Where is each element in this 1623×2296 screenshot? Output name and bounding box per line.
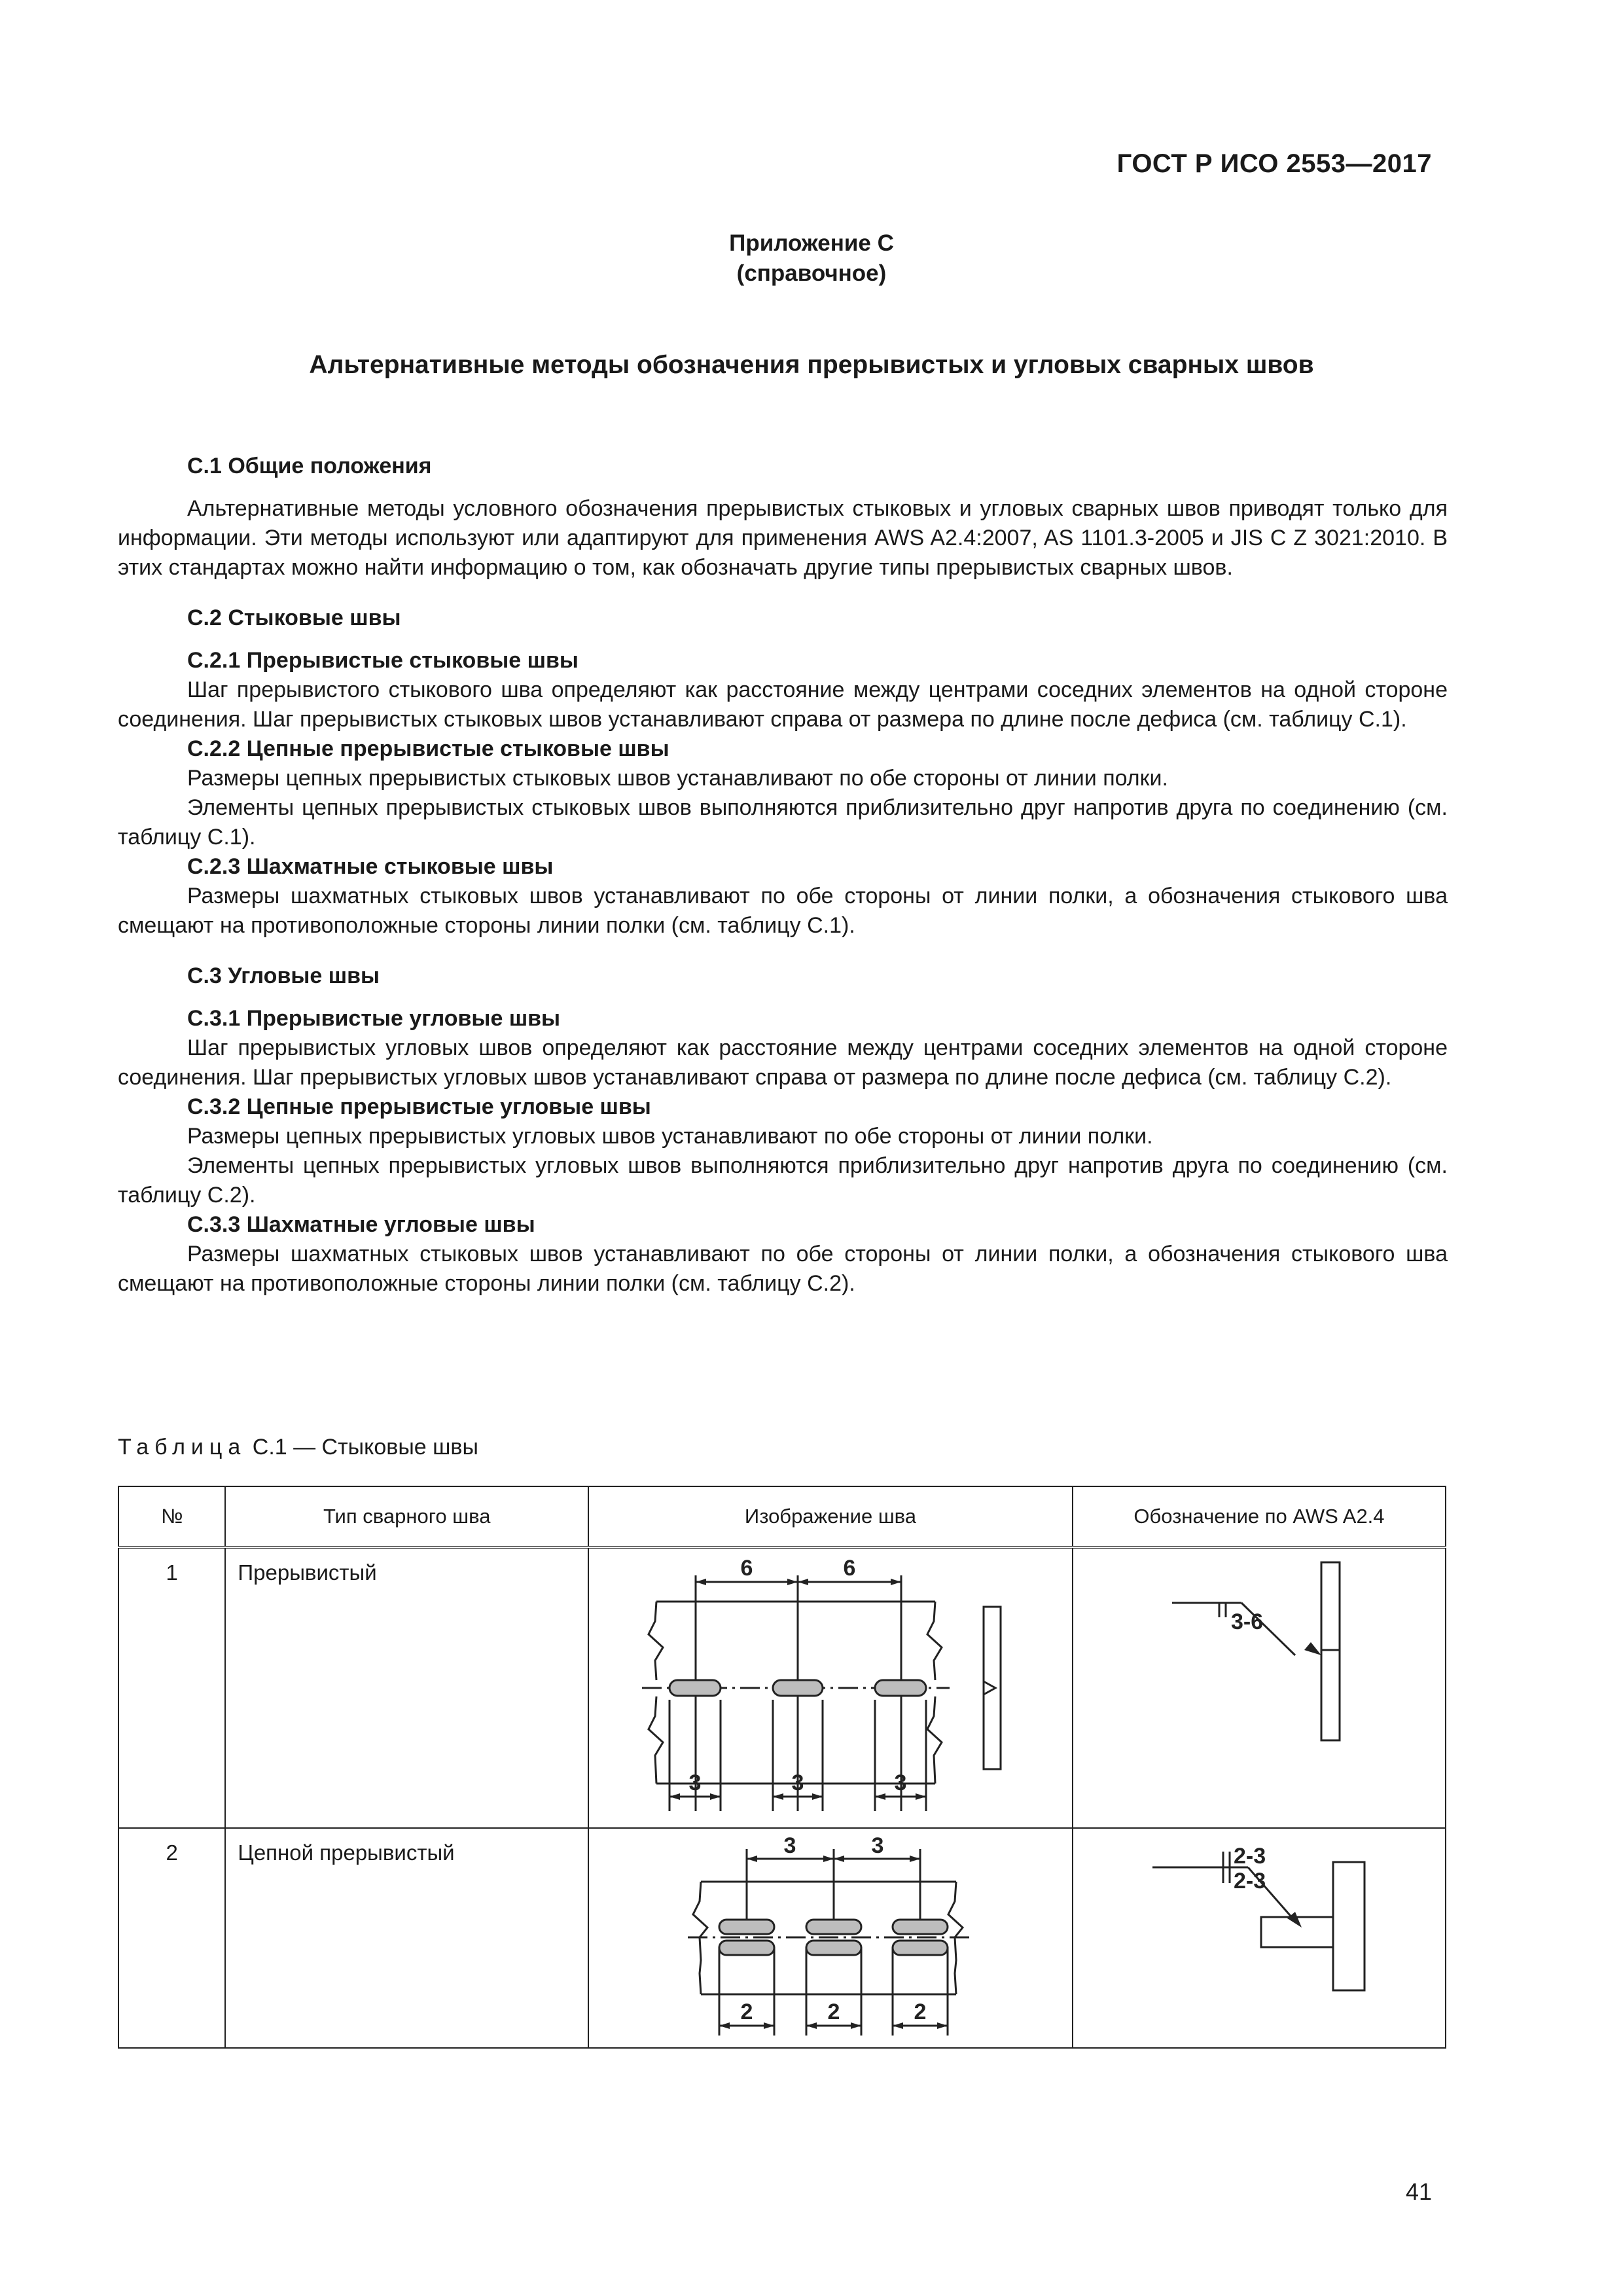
dim-bottom-1: 2 [740,2000,753,2024]
row-weld-type: Цепной прерывистый [225,1828,588,2048]
intermittent-butt-weld-drawing [590,1549,1071,1821]
section-c21-heading: С.2.1 Прерывистые стыковые швы [187,648,579,673]
header-aws-symbol: Обозначение по AWS A2.4 [1073,1486,1446,1547]
table-caption [118,1435,478,1460]
section-c22-paragraph-2: Элементы цепных прерывистых стыковых швов выполняются приблизительно друг напротив друга по соединению (см. таблицу С.1). [118,795,1448,850]
section-c31-paragraph: Шаг прерывистых угловых швов определяют как расстояние между центрами соседних элементов на одной стороне соединения. Шаг прерывистых угловых швов устанавливают справа от размера по длине после дефиса (см. таблицу С.2). [118,1035,1448,1090]
dim-bottom-3: 3 [894,1770,907,1795]
table-row [118,1547,1446,1828]
aws-chain-symbol [1074,1829,1444,2041]
dim-top-2: 6 [843,1556,856,1581]
body-text [118,452,1448,1299]
dim-top-2: 3 [871,1833,884,1858]
header-weld-image: Изображение шва [588,1486,1073,1547]
table-caption-label: Таблица [118,1435,247,1460]
dim-top-1: 6 [740,1556,753,1581]
dim-bottom-3: 2 [914,2000,927,2024]
appendix-type: (справочное) [736,260,887,286]
butt-welds-table [118,1486,1446,2049]
header-weld-type: Тип сварного шва [225,1486,588,1547]
section-c22-paragraph-1: Размеры цепных прерывистых стыковых швов устанавливают по обе стороны от линии полки. [187,766,1168,791]
section-c2-heading: С.2 Стыковые швы [187,605,401,630]
row-weld-type: Прерывистый [225,1547,588,1828]
symbol-label-top: 2-3 [1233,1844,1266,1869]
document-code: ГОСТ Р ИСО 2553—2017 [1116,149,1432,178]
row-weld-image [588,1547,1073,1828]
row-number: 1 [118,1547,225,1828]
section-c1-paragraph: Альтернативные методы условного обозначения прерывистых стыковых и угловых сварных швов приводят только для информации. Эти методы используют или адаптируют для применения AWS A2.4:2007, AS 1101.3-2005 и JIS C Z 3021:2010. В этих стандартах можно найти информацию о том, как обозначать другие типы прерывистых сварных швов. [118,496,1448,580]
section-c33-heading: С.3.3 Шахматные угловые швы [187,1212,535,1237]
row-weld-image [588,1828,1073,2048]
row-aws-symbol [1073,1547,1446,1828]
main-title: Альтернативные методы обозначения прерывистых и угловых сварных швов [309,351,1314,379]
row-number: 2 [118,1828,225,2048]
dim-bottom-2: 3 [791,1770,804,1795]
symbol-label-bottom: 2-3 [1233,1869,1266,1893]
table-caption-text: С.1 — Стыковые швы [246,1435,478,1460]
section-c31-heading: С.3.1 Прерывистые угловые швы [187,1006,561,1031]
symbol-label: 3-6 [1230,1609,1264,1634]
section-c32-paragraph-2: Элементы цепных прерывистых угловых швов выполняются приблизительно друг напротив друга по соединению (см. таблицу С.2). [118,1153,1448,1208]
page-number: 41 [1405,2178,1432,2205]
chain-intermittent-butt-weld-drawing [590,1829,1071,2041]
aws-intermittent-symbol [1074,1549,1444,1821]
section-c3-heading: С.3 Угловые швы [187,963,380,988]
section-c21-paragraph: Шаг прерывистого стыкового шва определяют как расстояние между центрами соседних элементов на одной стороне соединения. Шаг прерывистых стыковых швов устанавливают справа от размера по длине после дефиса (см. таблицу С.1). [118,677,1448,732]
row-aws-symbol [1073,1828,1446,2048]
header-number: № [118,1486,225,1547]
section-c32-heading: С.3.2 Цепные прерывистые угловые швы [187,1094,651,1119]
dim-bottom-2: 2 [827,2000,840,2024]
dim-top-1: 3 [783,1833,796,1858]
section-c22-heading: С.2.2 Цепные прерывистые стыковые швы [187,736,669,761]
section-c33-paragraph: Размеры шахматных стыковых швов устанавливают по обе стороны от линии полки, а обозначения стыкового шва смещают на противоположные стороны линии полки (см. таблицу С.2). [118,1242,1448,1296]
section-c32-paragraph-1: Размеры цепных прерывистых угловых швов устанавливают по обе стороны от линии полки. [187,1124,1153,1149]
table-header-row [118,1486,1446,1547]
section-c1-heading: С.1 Общие положения [187,454,432,478]
section-c23-paragraph: Размеры шахматных стыковых швов устанавливают по обе стороны от линии полки, а обозначения стыкового шва смещают на противоположные стороны линии полки (см. таблицу С.1). [118,884,1448,938]
appendix-title: Приложение С [729,230,894,256]
section-c23-heading: С.2.3 Шахматные стыковые швы [187,854,554,879]
dim-bottom-1: 3 [688,1770,702,1795]
table-row [118,1828,1446,2048]
